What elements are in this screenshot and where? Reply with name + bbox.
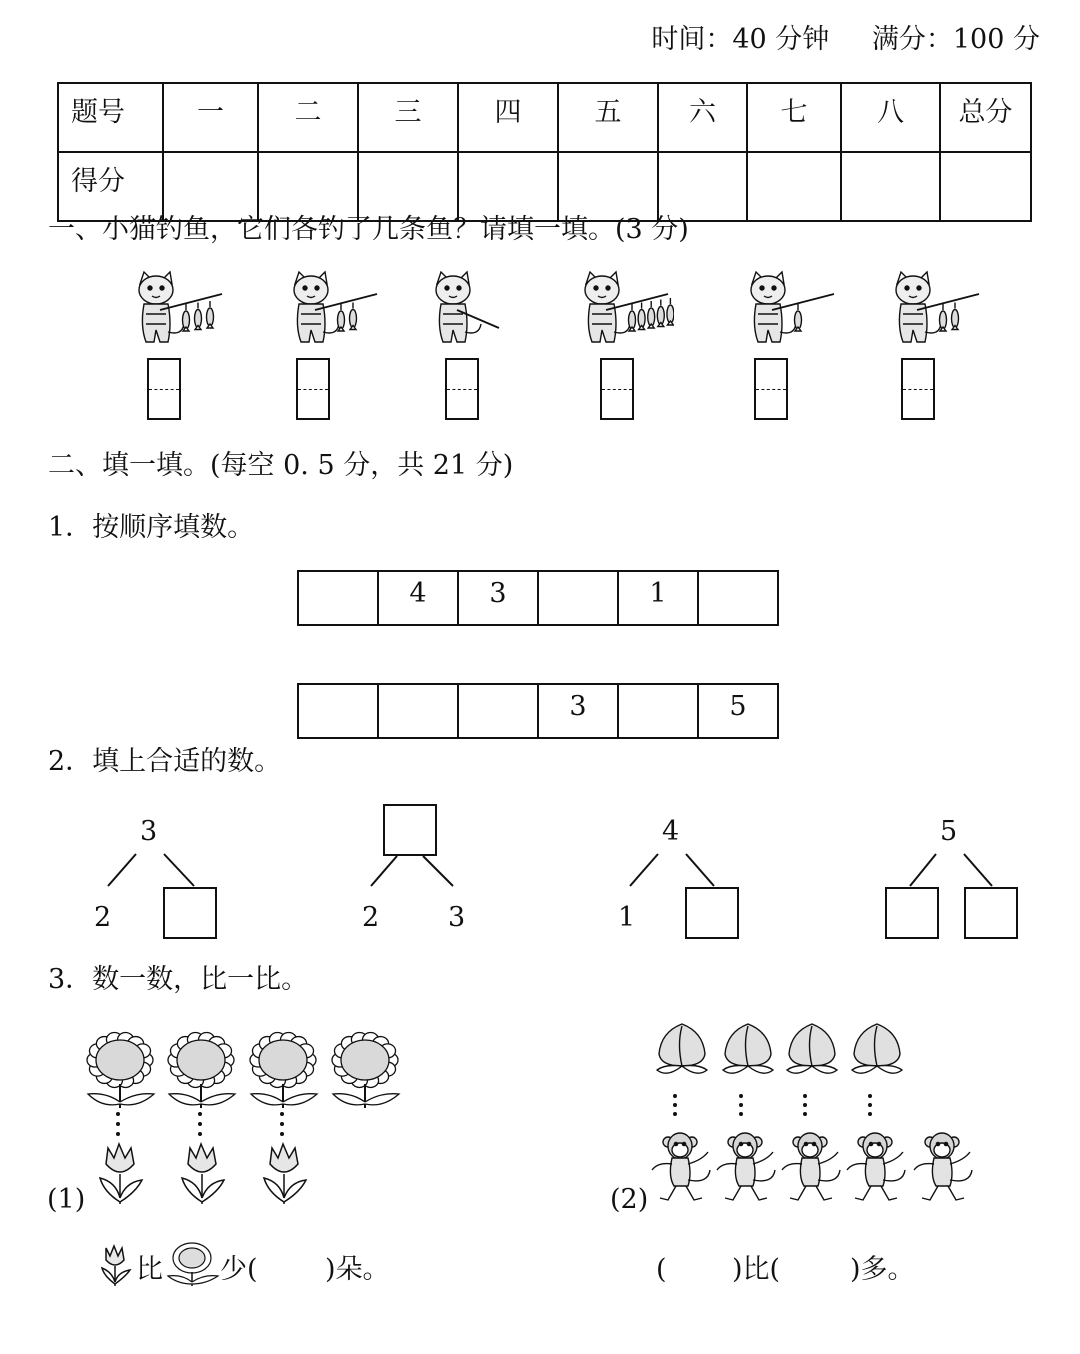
match-dot: [673, 1103, 677, 1107]
match-dot: [739, 1103, 743, 1107]
table-cell: 一: [163, 83, 258, 152]
bond-answer-box[interactable]: [885, 887, 939, 939]
match-dot: [198, 1122, 202, 1126]
answer-blank[interactable]: [670, 1250, 730, 1286]
match-dot: [116, 1132, 120, 1136]
match-dot: [739, 1112, 743, 1116]
section1-title: 一、小猫钓鱼，它们各钓了几条鱼？请填一填。(3 分): [48, 214, 689, 245]
tulip-icon: [98, 1142, 146, 1206]
sunflower-icon: [245, 1028, 325, 1110]
sequence-cell: 4: [378, 571, 458, 625]
match-dot: [803, 1094, 807, 1098]
sunflower-icon: [82, 1028, 162, 1110]
peach-icon: [783, 1020, 841, 1080]
monkey-icon: [650, 1128, 714, 1206]
table-cell: 二: [258, 83, 358, 152]
compare-text: )多。: [850, 1254, 915, 1285]
score-input-cell[interactable]: [163, 152, 258, 221]
bond-top: 3: [140, 816, 158, 847]
bond-right: 3: [448, 902, 466, 933]
sunflower-icon: [327, 1028, 407, 1110]
peach-icon: [719, 1020, 777, 1080]
sequence-row-1: [297, 570, 779, 626]
full-score: 满分：100 分: [871, 24, 1040, 55]
compare-text: 比: [136, 1254, 163, 1285]
match-dot: [673, 1094, 677, 1098]
fishing-cat-icon: [128, 270, 228, 354]
number-bond-4: [884, 812, 1024, 942]
match-dot: [280, 1132, 284, 1136]
q3-label: 3．数一数，比一比。: [48, 964, 309, 995]
match-dot: [868, 1094, 872, 1098]
score-input-cell[interactable]: [747, 152, 841, 221]
match-dot: [280, 1112, 284, 1116]
fishing-cat-icon: [283, 270, 383, 354]
fishing-cat-icon: [574, 270, 674, 354]
answer-blank[interactable]: [792, 1250, 852, 1286]
bond-left: 2: [362, 902, 380, 933]
tulip-icon: [100, 1244, 134, 1288]
exam-info: [617, 26, 1040, 53]
sequence-cell: 3: [458, 571, 538, 625]
score-table-header-row: [58, 83, 1031, 152]
match-dot: [803, 1112, 807, 1116]
score-table-score-row: [58, 152, 1031, 221]
fish-count-answer-box[interactable]: [147, 358, 181, 420]
match-dot: [198, 1112, 202, 1116]
score-input-cell[interactable]: [458, 152, 558, 221]
fish-count-answer-box[interactable]: [296, 358, 330, 420]
score-table: [57, 82, 1032, 222]
sequence-cell[interactable]: [458, 684, 538, 738]
table-cell: 总分: [940, 83, 1031, 152]
bond-left: 1: [618, 902, 636, 933]
number-bond-1: [90, 812, 230, 942]
bond-top: 5: [940, 816, 958, 847]
compare-text: )比(: [732, 1254, 781, 1285]
number-bond-3: [612, 812, 752, 942]
bond-answer-box[interactable]: [685, 887, 739, 939]
monkey-icon: [780, 1128, 844, 1206]
match-dot: [803, 1103, 807, 1107]
table-cell: 四: [458, 83, 558, 152]
compare-text: (: [656, 1254, 667, 1285]
match-dot: [868, 1103, 872, 1107]
tulip-icon: [262, 1142, 310, 1206]
monkey-icon: [845, 1128, 909, 1206]
peach-icon: [653, 1020, 711, 1080]
match-dot: [739, 1094, 743, 1098]
time-limit: 时间：40 分钟: [651, 24, 830, 55]
part2-label: (2): [610, 1184, 649, 1215]
monkey-icon: [715, 1128, 779, 1206]
sequence-cell[interactable]: [298, 571, 378, 625]
sequence-cell: 5: [698, 684, 778, 738]
number-bond-2: [355, 802, 475, 942]
score-input-cell[interactable]: [841, 152, 940, 221]
fishing-cat-icon: [740, 270, 840, 354]
fishing-cat-icon: [885, 270, 985, 354]
match-dot: [673, 1112, 677, 1116]
sequence-cell[interactable]: [378, 684, 458, 738]
table-cell: 三: [358, 83, 458, 152]
sequence-row-2: [297, 683, 779, 739]
section2-title: 二、填一填。(每空 0. 5 分，共 21 分): [48, 450, 514, 481]
part1-label: (1): [47, 1184, 86, 1215]
sunflower-icon: [163, 1028, 243, 1110]
fishing-cat-icon: [425, 270, 525, 354]
table-cell: 八: [841, 83, 940, 152]
part1-answer-line: [100, 1240, 600, 1290]
bond-answer-box[interactable]: [964, 887, 1018, 939]
score-input-cell[interactable]: [558, 152, 658, 221]
table-cell: 题号: [58, 83, 163, 152]
match-dot: [868, 1112, 872, 1116]
table-cell: 七: [747, 83, 841, 152]
match-dot: [280, 1122, 284, 1126]
q2-label: 2．填上合适的数。: [48, 746, 282, 777]
score-input-cell[interactable]: [940, 152, 1031, 221]
bond-top: 4: [662, 816, 680, 847]
match-dot: [198, 1132, 202, 1136]
bond-left: 2: [94, 902, 112, 933]
sunflower-icon: [164, 1240, 220, 1288]
table-cell: 五: [558, 83, 658, 152]
peach-icon: [848, 1020, 906, 1080]
q1-label: 1．按顺序填数。: [48, 512, 255, 543]
score-input-cell[interactable]: [658, 152, 747, 221]
compare-text: 少(: [220, 1254, 258, 1285]
sequence-cell[interactable]: [538, 571, 618, 625]
table-cell: 六: [658, 83, 747, 152]
part2-answer-line: [656, 1256, 996, 1296]
sequence-cell[interactable]: [698, 571, 778, 625]
fish-count-answer-box[interactable]: [600, 358, 634, 420]
table-cell: 得分: [58, 152, 163, 221]
score-input-cell[interactable]: [258, 152, 358, 221]
sequence-cell[interactable]: [298, 684, 378, 738]
sequence-cell: 1: [618, 571, 698, 625]
score-input-cell[interactable]: [358, 152, 458, 221]
match-dot: [116, 1122, 120, 1126]
match-dot: [116, 1112, 120, 1116]
bond-answer-box[interactable]: [163, 887, 217, 939]
sequence-cell: 3: [538, 684, 618, 738]
tulip-icon: [180, 1142, 228, 1206]
answer-blank[interactable]: [265, 1250, 325, 1286]
monkey-icon: [912, 1128, 976, 1206]
fish-count-answer-box[interactable]: [754, 358, 788, 420]
compare-text: )朵。: [325, 1254, 390, 1285]
fish-count-answer-box[interactable]: [901, 358, 935, 420]
fish-count-answer-box[interactable]: [445, 358, 479, 420]
sequence-cell[interactable]: [618, 684, 698, 738]
